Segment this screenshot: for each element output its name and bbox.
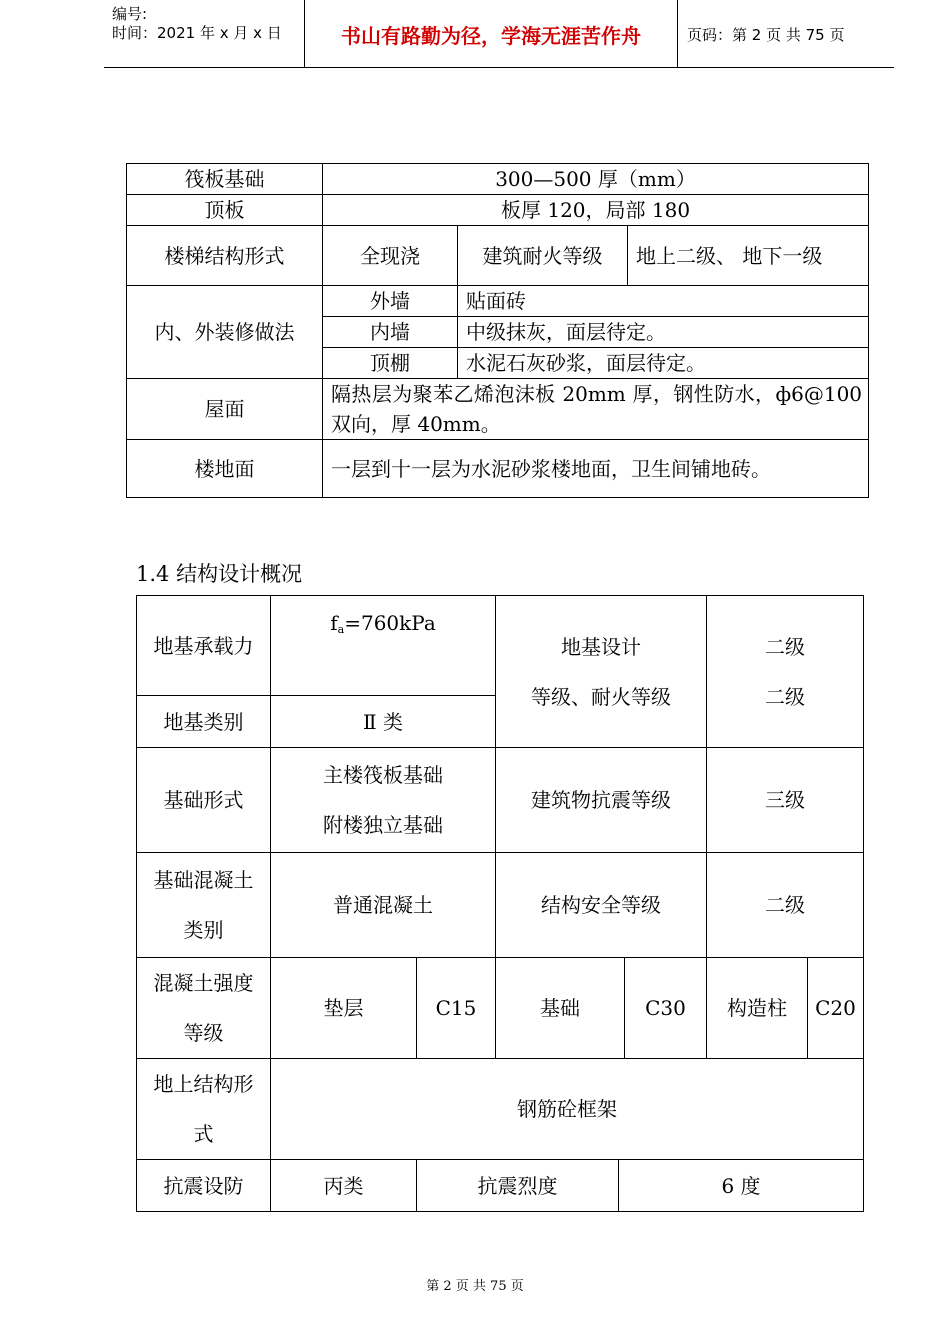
strength-label-text: 混凝土强度等级 bbox=[153, 971, 254, 1045]
section-title: 1.4 结构设计概况 bbox=[136, 562, 303, 586]
structure-label bbox=[137, 1059, 271, 1160]
seismic-grade-label: 建筑物抗震等级 bbox=[496, 748, 707, 853]
bearing-label-text: 地基承载力 bbox=[153, 633, 254, 658]
bearing-value-sub: a bbox=[337, 623, 345, 636]
fortify-value: 丙类 bbox=[271, 1160, 417, 1212]
raft-value: 300—500 厚（mm） bbox=[323, 164, 869, 195]
design-grade-value-1: 二级 bbox=[765, 634, 806, 659]
building-summary-table bbox=[126, 163, 869, 498]
header-motto: 书山有路勤为径，学海无涯苦作舟 bbox=[305, 0, 678, 68]
fire-label: 建筑耐火等级 bbox=[458, 226, 628, 286]
soil-type-label: 地基类别 bbox=[137, 696, 271, 748]
stair-label: 楼梯结构形式 bbox=[127, 226, 323, 286]
raft-label: 筏板基础 bbox=[127, 164, 323, 195]
cushion-value: C15 bbox=[417, 958, 496, 1059]
serial-label: 编号: bbox=[112, 5, 148, 23]
fortify-label: 抗震设防 bbox=[137, 1160, 271, 1212]
concrete-type-label-text: 基础混凝土类别 bbox=[153, 868, 254, 942]
finish-label: 内、外装修做法 bbox=[127, 286, 323, 379]
floor-label: 楼地面 bbox=[127, 440, 323, 498]
design-grade-value-2: 二级 bbox=[765, 684, 806, 709]
design-grade-label bbox=[496, 596, 707, 748]
safety-label: 结构安全等级 bbox=[496, 853, 707, 958]
cushion-label: 垫层 bbox=[271, 958, 417, 1059]
strength-label bbox=[137, 958, 271, 1059]
concrete-type-label bbox=[137, 853, 271, 958]
ext-wall-label: 外墙 bbox=[323, 286, 458, 317]
intensity-label: 抗震烈度 bbox=[417, 1160, 619, 1212]
seismic-grade-value: 三级 bbox=[707, 748, 864, 853]
bearing-value-f: f bbox=[330, 611, 338, 635]
ceiling-label: 顶棚 bbox=[323, 348, 458, 379]
header-meta-cell bbox=[104, 0, 305, 68]
bearing-label bbox=[137, 596, 271, 696]
roof-slab-value: 板厚 120，局部 180 bbox=[323, 195, 869, 226]
column-label: 构造柱 bbox=[707, 958, 808, 1059]
foundation-form-value-2: 附楼独立基础 bbox=[323, 813, 443, 837]
foundation-form-value-1: 主楼筏板基础 bbox=[323, 763, 443, 787]
structure-label-text: 地上结构形式 bbox=[153, 1072, 254, 1146]
structure-value: 钢筋砼框架 bbox=[271, 1059, 864, 1160]
int-wall-value: 中级抹灰，面层待定。 bbox=[458, 317, 869, 348]
fire-value: 地上二级、 地下一级 bbox=[628, 226, 869, 286]
ceiling-value: 水泥石灰砂浆，面层待定。 bbox=[458, 348, 869, 379]
bearing-value-rest: =760kPa bbox=[344, 611, 436, 635]
intensity-value: 6 度 bbox=[619, 1160, 864, 1212]
column-value: C20 bbox=[808, 958, 864, 1059]
soil-type-value: Ⅱ 类 bbox=[271, 696, 496, 748]
foundation-label: 基础 bbox=[496, 958, 625, 1059]
int-wall-label: 内墙 bbox=[323, 317, 458, 348]
roof-slab-label: 顶板 bbox=[127, 195, 323, 226]
roof-label: 屋面 bbox=[127, 379, 323, 440]
header-page-info: 页码：第 2 页 共 75 页 bbox=[687, 25, 845, 44]
ext-wall-value: 贴面砖 bbox=[458, 286, 869, 317]
structure-design-table bbox=[136, 595, 864, 1212]
foundation-form-value bbox=[271, 748, 496, 853]
roof-value: 隔热层为聚苯乙烯泡沫板 20mm 厚，钢性防水，ф6@100 双向，厚 40mm。 bbox=[323, 379, 869, 440]
foundation-form-label: 基础形式 bbox=[137, 748, 271, 853]
page-footer: 第 2 页 共 75 页 bbox=[426, 1279, 524, 1294]
safety-value: 二级 bbox=[707, 853, 864, 958]
page-header bbox=[104, 0, 894, 68]
design-grade-label-1: 地基设计 bbox=[561, 634, 642, 659]
concrete-type-value: 普通混凝土 bbox=[271, 853, 496, 958]
design-grade-value bbox=[707, 596, 864, 748]
stair-value: 全现浇 bbox=[323, 226, 458, 286]
design-grade-label-2: 等级、耐火等级 bbox=[531, 684, 672, 709]
floor-value: 一层到十一层为水泥砂浆楼地面，卫生间铺地砖。 bbox=[323, 440, 869, 498]
foundation-value: C30 bbox=[625, 958, 707, 1059]
date-label: 时间：2021 年 x 月 x 日 bbox=[112, 24, 282, 42]
bearing-value bbox=[271, 596, 496, 696]
